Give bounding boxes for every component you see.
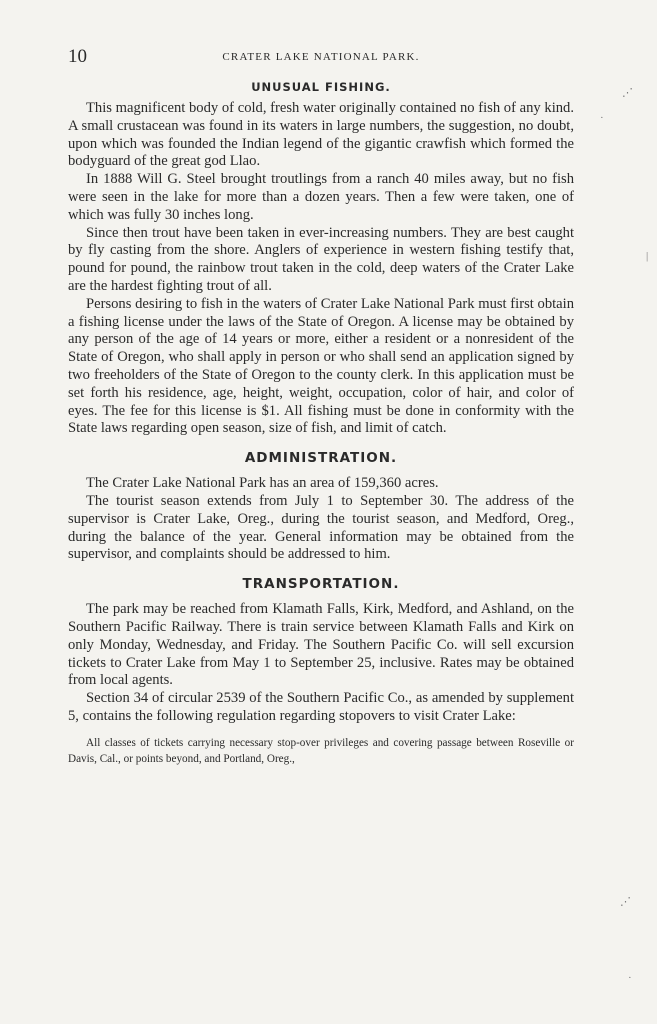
page-number: 10 [68, 46, 87, 67]
paragraph: This magnificent body of cold, fresh water originally contained no fish of any kind. A small crustacean was found in its waters in large numbers, the suggestion, no doubt, upon which was founded the Indian legend of the gigantic crawfish which formed the bodyguard of the great god Llao. [68, 100, 574, 170]
paragraph: In 1888 Will G. Steel brought troutlings from a ranch 40 miles away, but no fish were seen in the lake for more than a dozen years. Then a few were taken, one of which was fully 30 inches long. [68, 171, 574, 223]
section-heading-transportation: TRANSPORTATION. [242, 576, 400, 593]
paragraph: Section 34 of circular 2539 of the Southern Pacific Co., as amended by supplement 5, contains the following regulation regarding stopovers to visit Crater Lake: [68, 690, 574, 724]
quoted-regulation: All classes of tickets carrying necessary stop-over privileges and covering passage between Roseville or Davis, Cal., or points beyond, and Portland, Oreg., [68, 736, 574, 765]
scan-speck: · [600, 112, 604, 124]
scan-speck: ⋰ [622, 87, 633, 99]
scan-speck: · [628, 972, 632, 984]
section-heading-unusual-fishing: UNUSUAL FISHING. [251, 80, 391, 94]
scan-speck: ⋰ [620, 896, 631, 908]
paragraph: The Crater Lake National Park has an area of 159,360 acres. [86, 475, 439, 492]
running-title: CRATER LAKE NATIONAL PARK. [222, 51, 420, 63]
page-content [68, 80, 574, 767]
paragraph: The tourist season extends from July 1 to September 30. The address of the supervisor is Crater Lake, Oreg., during the tourist season, and Medford, Oreg., during the balance of the year. General information may be obtained from the supervisor, and complaints should be addressed to him. [68, 492, 574, 563]
scan-speck: | [646, 250, 649, 262]
running-head [68, 46, 574, 68]
paragraph: Persons desiring to fish in the waters of Crater Lake National Park must first obtain a fishing license under the laws of the State of Oregon. A license may be obtained by any person of the age of 14 years or more, either a resident or a nonresident of the State of Oregon, who shall apply in person or who shall send an application signed by two freeholders of the State of Oregon to the county clerk. In this application must be set forth his residence, age, height, weight, occupation, color of hair, and color of eyes. The fee for this license is $1. All fishing must be done in conformity with the State laws regarding open season, size of fish, and limit of catch. [68, 295, 574, 437]
paragraph: The park may be reached from Klamath Falls, Kirk, Medford, and Ashland, on the Southern Pacific Railway. There is train service between Klamath Falls and Kirk on only Monday, Wednesday, and Friday. The Southern Pacific Co. will sell excursion tickets to Crater Lake from May 1 to September 25, inclusive. Rates may be obtained from local agents. [68, 601, 574, 689]
paragraph: Since then trout have been taken in ever-increasing numbers. They are best caught by fly casting from the shore. Anglers of experience in western fishing testify that, pound for pound, the rainbow trout taken in the cold, deep waters of the Crater Lake are the hardest fighting trout of all. [68, 224, 574, 294]
section-heading-administration: ADMINISTRATION. [244, 450, 398, 467]
